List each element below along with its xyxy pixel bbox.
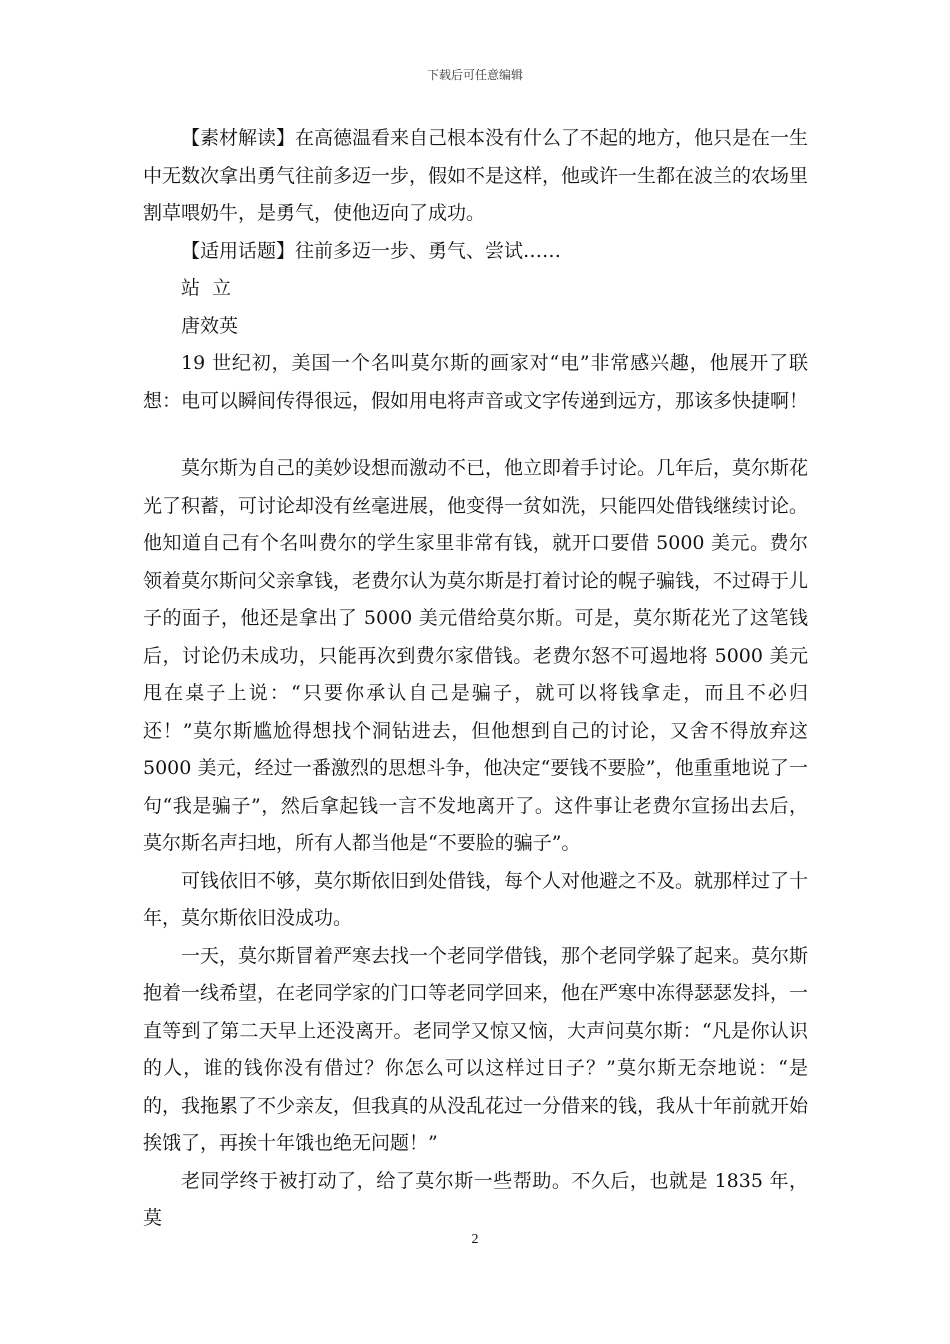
document-body	[143, 120, 808, 1238]
article-author: 唐效英	[181, 314, 239, 337]
article-title: 站 立	[181, 277, 232, 299]
paragraph: 莫尔斯为自己的美妙设想而激动不已，他立即着手讨论。几年后，莫尔斯花光了积蓄，可讨论却没有丝毫进展，他变得一贫如洗，只能四处借钱继续讨论。他知道自己有个名叫费尔的学生家里非常有钱，就开口要借 5000 美元。费尔领着莫尔斯问父亲拿钱，老费尔认为莫尔斯是打着讨论的幌子骗钱，不过碍于儿子的面子，他还是拿出了 5000 美元借给莫尔斯。可是，莫尔斯花光了这笔钱后，讨论仍未成功，只能再次到费尔家借钱。老费尔怒不可遏地将 5000 美元甩在桌子上说：“只要你承认自己是骗子，就可以将钱拿走，而且不必归还！”莫尔斯尴尬得想找个洞钻进去，但他想到自己的讨论，又舍不得放弃这 5000 美元，经过一番激烈的思想斗争，他决定“要钱不要脸”，他重重地说了一句“我是骗子”，然后拿起钱一言不发地离开了。这件事让老费尔宣扬出去后，莫尔斯名声扫地，所有人都当他是“不要脸的骗子”。	[143, 457, 809, 854]
paragraph: 老同学终于被打动了，给了莫尔斯一些帮助。不久后，也就是 1835 年，莫	[143, 1169, 808, 1229]
page-header: 下载后可任意编辑	[426, 68, 523, 82]
paragraph-applicable-topics: 【适用话题】往前多迈一步、勇气、尝试……	[181, 239, 562, 262]
paragraph: 可钱依旧不够，莫尔斯依旧到处借钱，每个人对他避之不及。就那样过了十年，莫尔斯依旧没成功。	[143, 869, 809, 929]
paragraph-material-interpretation: 【素材解读】在高德温看来自己根本没有什么了不起的地方，他只是在一生中无数次拿出勇气往前多迈一步，假如不是这样，他或许一生都在波兰的农场里割草喂奶牛，是勇气，使他迈向了成功。	[143, 127, 809, 224]
paragraph: 19 世纪初，美国一个名叫莫尔斯的画家对“电”非常感兴趣，他展开了联想：电可以瞬间传得很远，假如用电将声音或文字传递到远方，那该多快捷啊！	[143, 352, 809, 412]
page-number: 2	[471, 1232, 479, 1247]
paragraph: 一天，莫尔斯冒着严寒去找一个老同学借钱，那个老同学躲了起来。莫尔斯抱着一线希望，在老同学家的门口等老同学回来，他在严寒中冻得瑟瑟发抖，一直等到了第二天早上还没离开。老同学又惊又恼，大声问莫尔斯：“凡是你认识的人，谁的钱你没有借过？你怎么可以这样过日子？”莫尔斯无奈地说：“是的，我拖累了不少亲友，但我真的从没乱花过一分借来的钱，我从十年前就开始挨饿了，再挨十年饿也绝无问题！”	[143, 944, 809, 1154]
